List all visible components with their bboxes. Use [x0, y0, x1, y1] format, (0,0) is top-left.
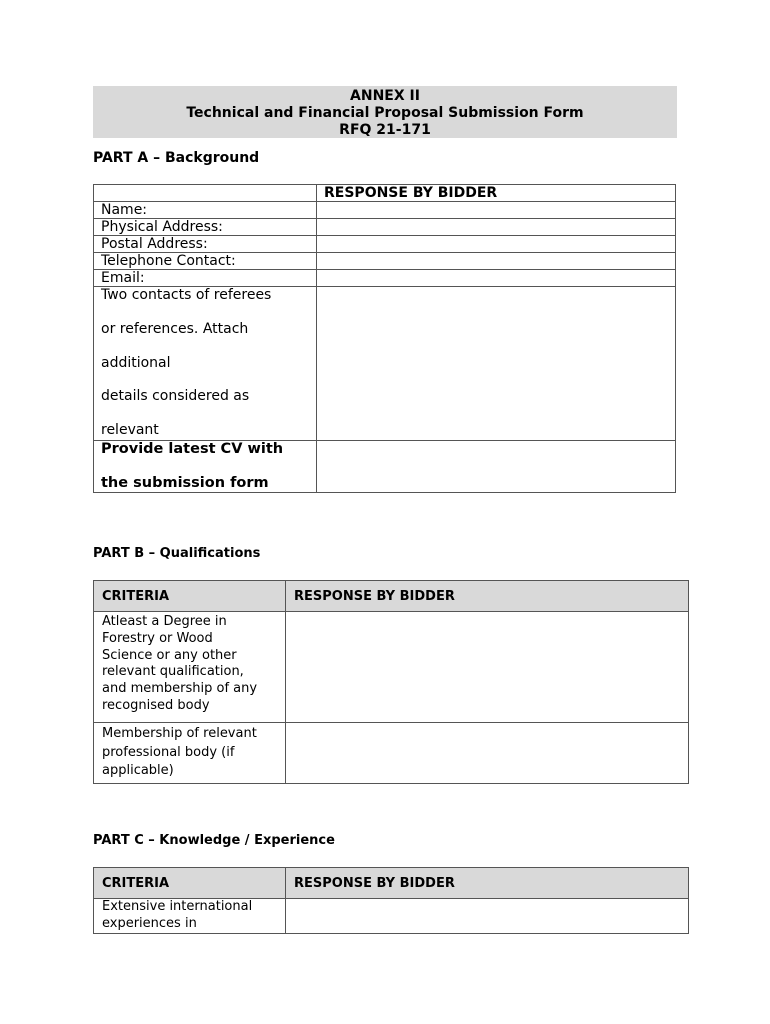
criteria-line: and membership of any: [102, 681, 258, 697]
criteria-line: Membership of relevant: [102, 726, 257, 741]
referees-line: details considered as: [101, 388, 250, 405]
criteria-line: recognised body: [102, 697, 210, 713]
telephone-response[interactable]: [317, 253, 676, 270]
criteria-line: relevant qualification,: [102, 664, 244, 680]
degree-response[interactable]: [286, 612, 689, 723]
table-row: [94, 219, 676, 236]
table-row: [94, 270, 676, 287]
part-c-title: PART C – Knowledge / Experience: [93, 833, 335, 848]
membership-criteria: [94, 723, 286, 784]
experience-criteria: [94, 899, 286, 934]
table-row: [94, 202, 676, 219]
criteria-header: CRITERIA: [94, 868, 286, 899]
table-row: [94, 253, 676, 270]
criteria-line: Science or any other: [102, 647, 237, 663]
cv-label: [94, 441, 317, 493]
criteria-line: Atleast a Degree in: [102, 614, 227, 629]
form-header: [93, 86, 677, 138]
telephone-label: Telephone Contact:: [94, 253, 317, 270]
table-row: [94, 612, 689, 723]
table-row: [94, 581, 689, 612]
referees-line: or references. Attach: [101, 320, 249, 337]
part-b-table: [93, 580, 689, 784]
email-response[interactable]: [317, 270, 676, 287]
referees-response[interactable]: [317, 287, 676, 441]
cv-line: Provide latest CV with: [101, 441, 284, 457]
part-c-table: [93, 867, 689, 934]
table-row: [94, 868, 689, 899]
table-row: [94, 723, 689, 784]
criteria-header: CRITERIA: [94, 581, 286, 612]
table-row: [94, 287, 676, 441]
part-a-table: [93, 184, 676, 493]
table-row: [94, 441, 676, 493]
referees-line: additional: [101, 354, 171, 371]
criteria-line: professional body (if: [102, 744, 235, 760]
response-header: RESPONSE BY BIDDER: [317, 185, 676, 202]
table-row: [94, 899, 689, 934]
name-response[interactable]: [317, 202, 676, 219]
physical-address-response[interactable]: [317, 219, 676, 236]
criteria-line: Extensive international: [102, 899, 253, 914]
rfq-number: RFQ 21-171: [339, 122, 431, 138]
response-header: RESPONSE BY BIDDER: [286, 581, 689, 612]
table-row: [94, 236, 676, 253]
name-label: Name:: [94, 202, 317, 219]
part-b-title: PART B – Qualifications: [93, 546, 261, 561]
annex-title: ANNEX II: [350, 88, 420, 104]
criteria-line: Forestry or Wood: [102, 630, 213, 646]
cv-response[interactable]: [317, 441, 676, 493]
email-label: Email:: [94, 270, 317, 287]
criteria-line: applicable): [102, 763, 174, 778]
criteria-line: experiences in: [102, 915, 197, 931]
form-title: Technical and Financial Proposal Submission Form: [186, 105, 584, 121]
referees-label: [94, 287, 317, 441]
cv-line: the submission form: [101, 475, 269, 491]
referees-line: Two contacts of referees: [101, 287, 272, 303]
membership-response[interactable]: [286, 723, 689, 784]
table-row: [94, 185, 676, 202]
response-header: RESPONSE BY BIDDER: [286, 868, 689, 899]
postal-address-response[interactable]: [317, 236, 676, 253]
blank-header-cell: [94, 185, 317, 202]
degree-criteria: [94, 612, 286, 723]
postal-address-label: Postal Address:: [94, 236, 317, 253]
referees-line: relevant: [101, 422, 159, 439]
physical-address-label: Physical Address:: [94, 219, 317, 236]
part-a-title: PART A – Background: [93, 150, 260, 166]
experience-response[interactable]: [286, 899, 689, 934]
